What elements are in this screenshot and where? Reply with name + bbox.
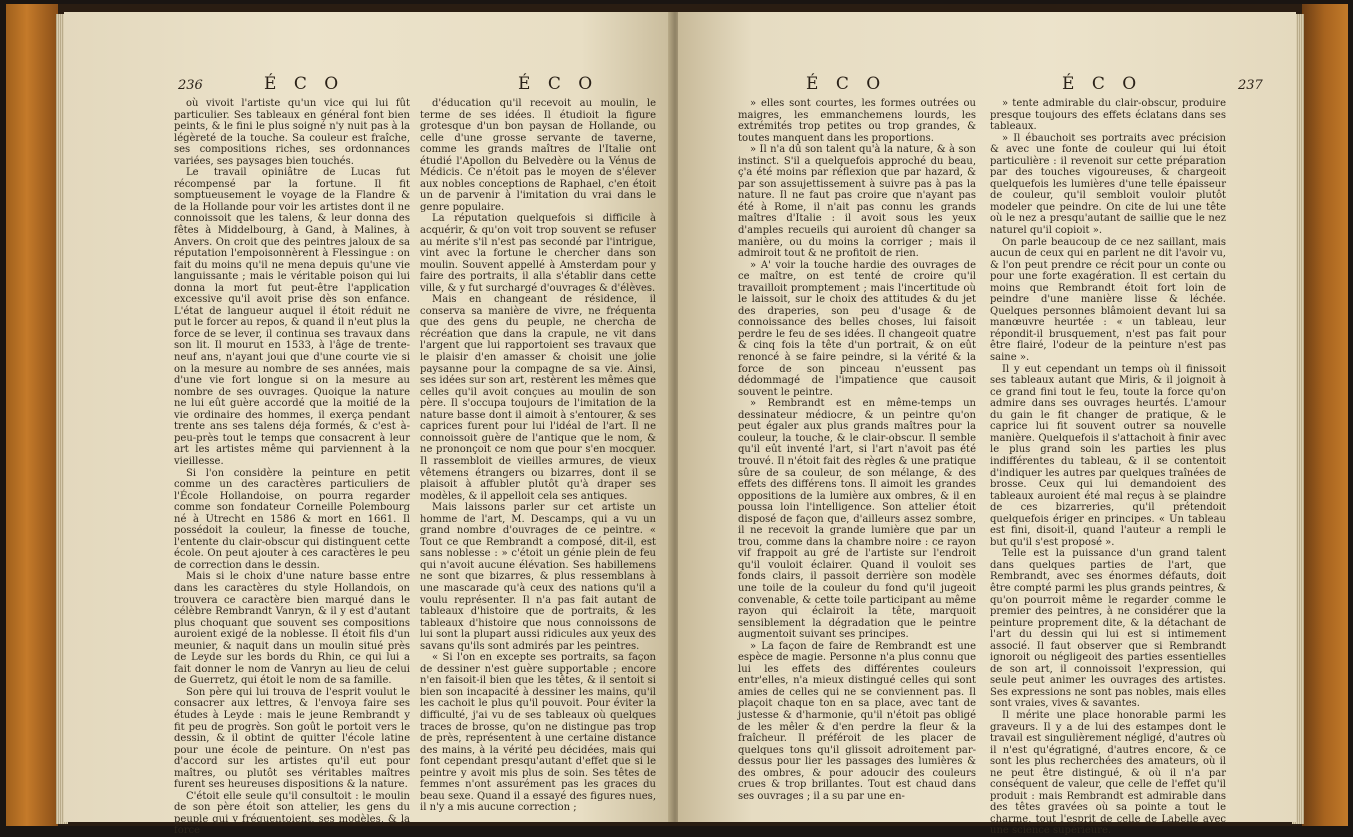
left-binding: [6, 4, 58, 826]
paragraph: Mais si le choix d'une nature basse entre dans les caractères du style Hollandois, on trouvera ce caractère bien marqué dans le célèbre Rembrandt Vanryn, & il y est d'autant plus choquant que souvent ses compositions auroient exigé de la noblesse. Il étoit fils d'un meunier, & naquit dans un moulin situé près de Leyde sur les bords du Rhin, ce qui lui a fait donner le nom de Vanryn au lieu de celui de Guerretz, qui étoit le nom de sa famille.: [174, 571, 410, 687]
paragraph: On parle beaucoup de ce nez saillant, mais aucun de ceux qui en parlent ne dit l'avoir vu, & l'on peut prendre ce récit pour un conte ou pour une forte exagération. Il est certain du moins que Rembrandt étoit fort loin de peindre d'une manière lisse & léchée. Quelques personnes blâmoient devant lui sa manœuvre heurtée : « un tableau, leur répondit-il brusquement, n'est pas fait pour être flairé, l'odeur de la peinture n'est pas saine ».: [990, 236, 1226, 364]
paragraph: d'éducation qu'il recevoit au moulin, le terme de ses idées. Il étudioit la figure grotesque d'un bon paysan de Hollande, ou celle d'une grosse servante de taverne, comme les grands maîtres de l'Italie ont étudié l'Apollon du Belvedère ou la Vénus de Médicis. Ce n'étoit pas le moyen de s'élever aux nobles conceptions de Raphael, c'en étoit un de parvenir à l'imitation du vrai dans le genre populaire.: [420, 98, 656, 213]
book-spread: [6, 4, 1348, 837]
paragraph: Mais en changeant de résidence, il conserva sa manière de vivre, ne fréquenta que des gens du peuple, ne chercha de récréation que dans la crapule, ne vit dans l'argent que lui rapportoient ses travaux que le plaisir d'en amasser & choisit une jolie paysanne pour la compagne de sa vie. Ainsi, ses idées sur son art, restèrent les mêmes que celles qu'il avoit conçues au moulin de son père. Il s'occupa toujours de l'imitation de la nature basse dont il aimoit à s'entourer, & ses caprices furent pour lui l'idéal de l'art. Il ne connoissoit guère de l'antique que le nom, & ne prononçoit ce nom que pour s'en mocquer. Il rassembloit de vieilles armures, de vieux vêtemens étrangers ou bizarres, dont il se plaisoit à affubler plutôt qu'à draper ses modèles, & il appelloit cela ses antiques.: [420, 294, 656, 502]
page-number-right: 237: [1238, 78, 1263, 93]
paragraph: » Il n'a dû son talent qu'à la nature, & à son instinct. S'il a quelquefois approché du beau, ç'a été moins par réflexion que par hazard, & par son assujettissement à suivre pas à pas la nature. Il ne faut pas croire que n'ayant pas été à Rome, il n'ait pas connu les grands maîtres d'Italie : il avoit sous les yeux d'amples recueils qui auroient dû changer sa manière, ou du moins la corriger ; mais il admiroit tout & ne profitoit de rien.: [738, 144, 976, 260]
paragraph: La réputation quelquefois si difficile à acquérir, & qu'on voit trop souvent se refuser au mérite s'il n'est pas secondé par l'intrigue, vint avec la fortune le chercher dans son moulin. Souvent appellé à Amsterdam pour y faire des portraits, il alla s'établir dans cette ville, & y fut surchargé d'ouvrages & d'élèves.: [420, 213, 656, 294]
paragraph: » A' voir la touche hardie des ouvrages de ce maître, on est tenté de croire qu'il travailloit promptement ; mais l'incertitude où le laissoit, sur le choix des attitudes & du jet des draperies, son peu d'usage & de connoissance des belles choses, lui faisoit perdre le feu de ses idées. Il changeoit quatre & cinq fois la tête d'un portrait, & on eût renoncé à se faire peindre, si la vérité & la force de son pinceau n'eussent pas dédommagé de l'impatience que causoit souvent le peintre.: [738, 259, 976, 398]
right-page: [678, 12, 1296, 837]
running-header-right-col1: É C O: [806, 74, 887, 94]
paragraph: Si l'on considère la peinture en petit comme un des caractères particuliers de l'École Hollandoise, on pourra regarder comme son fondateur Corneille Polembourg né à Utrecht en 1586 & mort en 1661. Il possédoit la couleur, la finesse de touche, l'entente du clair-obscur qui distinguent cette école. On peut ajouter à ces caractères le peu de correction dans le dessin.: [174, 467, 410, 571]
page-number-left: 236: [178, 78, 203, 93]
paragraph: Telle est la puissance d'un grand talent dans quelques parties de l'art, que Rembrandt, avec ses énormes défauts, doit être compté parmi les plus grands peintres, & qu'on pourroit même le regarder comme le premier des peintres, à ne considérer que la peinture proprement dite, & la détachant de l'art du dessin qui lui est si intimement associé. Il faut observer que si Rembrandt ignoroit ou négligeoit des parties essentielles de son art, il connoissoit l'expression, qui seule peut animer les ouvrages des artistes. Ses expressions ne sont pas nobles, mais elles sont vraies, vives & savantes.: [990, 548, 1226, 710]
paragraph: Il mérite une place honorable parmi les graveurs. Il y a de lui des estampes dont le travail est singulièrement négligé, d'autres où il n'est qu'égratigné, d'autres encore, & ce sont les plus recherchées des amateurs, où il ne peut être distingué, & où il n'a par conséquent de valeur, que celle de l'effet qu'il produit : mais Rembrandt est admirable dans des têtes gravées où sa pointe a tout le charme, tout l'esprit de celle de Labelle avec une science supérieure.: [990, 709, 1226, 837]
paragraph: » tente admirable du clair-obscur, produire presque toujours des effets éclatans dans ses tableaux.: [990, 98, 1226, 133]
paragraph: Il y eut cependant un temps où il finissoit ses tableaux autant que Miris, & il joignoit à ce grand fini tout le feu, toute la force qu'on admire dans ses ouvrages heurtés. L'amour du gain le fit changer de pratique, & le caprice lui fit souvent outrer sa nouvelle manière. Quelquefois il s'attachoit à finir avec le plus grand soin les parties les plus indifférentes du tableau, & il se contentoit d'indiquer les autres par quelques traînées de brosse. Ceux qui lui demandoient des tableaux auroient été mal reçus à se plaindre de ces bizarreries, qu'il prétendoit quelquefois ériger en principes. « Un tableau est fini, disoit-il, quand l'auteur a rempli le but qu'il s'est proposé ».: [990, 363, 1226, 548]
paragraph: » Rembrandt est en même-temps un dessinateur médiocre, & un peintre qu'on peut égaler aux plus grands maîtres pour la couleur, la touche, & le clair-obscur. Il semble qu'il eût inventé l'art, si l'art n'avoit pas été trouvé. Il n'étoit fait des règles & une pratique sûre de sa couleur, de son mélange, & des effets des différens tons. Il aimoit les grandes oppositions de la lumière aux ombres, & il en poussa loin l'intelligence. Son attelier étoit disposé de façon que, d'ailleurs assez sombre, il ne recevoit la grande lumière que par un trou, comme dans la chambre noire : ce rayon vif frappoit au gré de l'artiste sur l'endroit qu'il vouloit éclairer. Quand il vouloit ses fonds clairs, il passoit derrière son modèle une toile de la couleur du fond qu'il jugeoit convenable, & cette toile participant au même rayon qui éclairoit la tête, marquoit sensiblement la dégradation que le peintre augmentoit suivant ses principes.: [738, 398, 976, 641]
right-binding: [1302, 4, 1348, 826]
right-column-1: [738, 98, 976, 818]
paragraph: Mais laissons parler sur cet artiste un homme de l'art, M. Descamps, qui a vu un grand nombre d'ouvrages de ce peintre. « Tout ce que Rembrandt a composé, dit-il, est sans noblesse : » c'étoit un génie plein de feu qui n'avoit aucune élévation. Ses habillemens ne sont que bizarres, & plus ressemblans à une mascarade qu'à ceux des nations qu'il a voulu représenter. Il n'a pas fait autant de tableaux d'histoire que de portraits, & les tableaux d'histoire que nous connoissons de lui sont la plupart aussi ridicules aux yeux des savans qu'ils sont admirés par les peintres.: [420, 502, 656, 652]
paragraph: » La façon de faire de Rembrandt est une espèce de magie. Personne n'a plus connu que lui les effets des différentes couleurs entr'elles, n'a mieux distingué celles qui sont amies de celles qui ne se conviennent pas. Il plaçoit chaque ton en sa place, avec tant de justesse & d'harmonie, qu'il n'étoit pas obligé de les mêler & d'en perdre la fleur & la fraîcheur. Il préféroit de les placer de quelques tons qu'il glissoit adroitement par-dessus pour lier les passages des lumières & des ombres, & pour adoucir des couleurs crues & trop brillantes. Tout est chaud dans ses ouvrages ; il a su par une en-: [738, 640, 976, 802]
left-column-1: [174, 98, 410, 837]
paragraph: où vivoit l'artiste qu'un vice qui lui fût particulier. Ses tableaux en général font bien peints, & le fini le plus soigné n'y nuit pas à la légèreté de la touche. Sa couleur est fraîche, ses compositions riches, ses ordonnances variées, ses paysages bien touchés.: [174, 98, 410, 167]
paragraph: » elles sont courtes, les formes outrées ou maigres, les emmanchemens lourds, les extrémités trop petites ou trop grandes, & toutes manquent dans les proportions.: [738, 98, 976, 144]
paragraph: « Si l'on en excepte ses portraits, sa façon de dessiner n'est guère supportable ; encore n'en faisoit-il bien que les têtes, & il sentoit si bien son incapacité à dessiner les mains, qu'il les cachoit le plus qu'il pouvoit. Pour éviter la difficulté, j'ai vu de ses tableaux où quelques traces de brosse, qu'on ne distingue pas trop de près, représentent à une certaine distance des mains, à la vérité peu décidées, mais qui font cependant presqu'autant d'effet que si le peintre y avoit mis plus de soin. Ses têtes de femmes n'ont assurément pas les graces du beau sexe. Quand il a essayé des figures nues, il n'y a mis aucune correction ;: [420, 652, 656, 814]
paragraph: Son père qui lui trouva de l'esprit voulut le consacrer aux lettres, & l'envoya faire ses études à Leyde : mais le jeune Rembrandt y fit peu de progrès. Son goût le portoit vers le dessin, & il obtint de quitter l'école latine pour une école de peinture. On n'est pas d'accord sur les artistes qu'il eut pour maîtres, ou plutôt ses véritables maîtres furent ses heureuses dispositions & la nature.: [174, 686, 410, 791]
running-header-left-col1: É C O: [264, 74, 345, 94]
paragraph: » Il ébauchoit ses portraits avec précision & avec une fonte de couleur qui lui étoit particulière : il revenoit sur cette préparation par des touches vigoureuses, & chargeoit quelquefois les lumières d'une telle épaisseur de couleur, qu'il sembloit vouloir plutôt modeler que peindre. On cite de lui une tête où le nez a presqu'autant de saillie que le nez naturel qu'il copioit ».: [990, 132, 1226, 237]
running-header-right-col2: É C O: [1062, 74, 1143, 94]
left-column-2: [420, 98, 656, 818]
left-page: [64, 12, 672, 837]
paragraph: Le travail opiniâtre de Lucas fut récompensé par la fortune. Il fit somptueusement le voyage de la Flandre & de la Hollande pour voir les artistes dont il ne connoissoit que les talens, & leur donna des fêtes à Middelbourg, à Gand, à Malines, à Anvers. On croit que des peintres jaloux de sa réputation l'empoisonnèrent à Flessingue : on fait du moins qu'il ne mena depuis qu'une vie languissante ; mais le véritable poison qui lui donna la mort fut peut-être l'application excessive qu'il avoit prise dès son enfance. L'état de langueur auquel il étoit réduit ne put le forcer au repos, & quand il n'eut plus la force de se lever, il continua ses travaux dans son lit. Il mourut en 1533, à l'âge de trente-neuf ans, n'ayant joui que d'une courte vie si on la mesure au nombre de ses années, mais d'une vie fort longue si on la mesure au nombre de ses ouvrages. Quoique la nature ne lui eût guère accordé que la moitié de la vie ordinaire des hommes, il exerça pendant trente ans ses talens déja formés, & c'est à-peu-près tout le temps que consacrent à leur art les artistes même qui parviennent à la vieillesse.: [174, 167, 410, 467]
right-column-2: [990, 98, 1226, 837]
paragraph: C'étoit elle seule qu'il consultoit : le moulin de son père étoit son attelier, les gens du peuple qui y fréquentoient, ses modèles, & la force: [174, 790, 410, 837]
running-header-left-col2: É C O: [518, 74, 599, 94]
